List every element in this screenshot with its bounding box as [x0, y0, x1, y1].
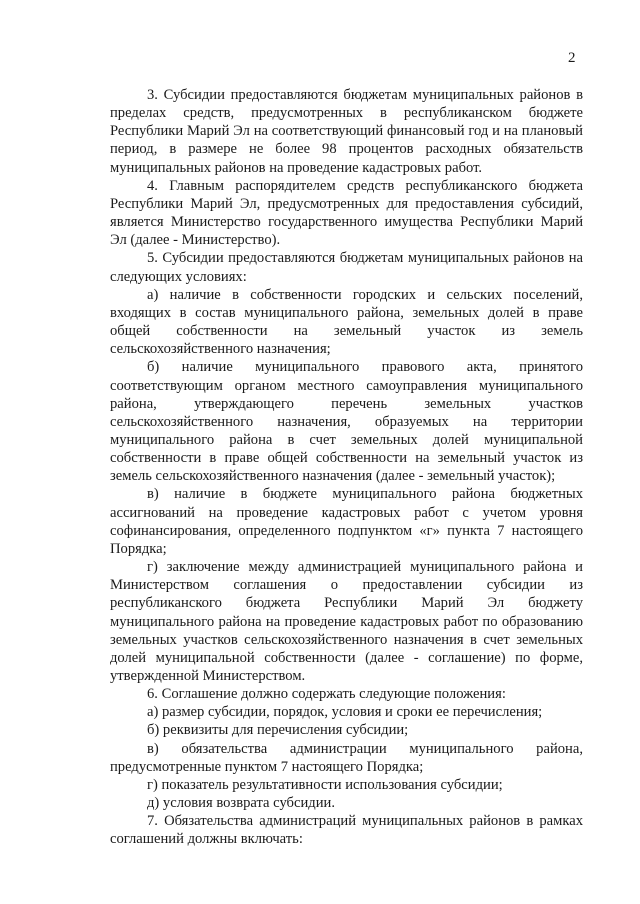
paragraph-3-subsidies-limits: 3. Субсидии предоставляются бюджетам муниципальных районов в пределах средств, предусмотренных в республиканском бюджете Республики Марий Эл на соответствующий финансовый год и на плановый период, в размере не более 98 процентов расходных обязательств муниципальных районов на проведение кадастровых работ. — [110, 87, 583, 176]
condition-a: а) наличие в собственности городских и сельских поселений, входящих в состав муниципального района, земельных долей в праве общей собственности на земельный участок из земель сельскохозяйственного назначения; — [110, 286, 583, 358]
agreement-item-d: д) условия возврата субсидии. — [147, 795, 335, 812]
paragraph-6-agreement: 6. Соглашение должно содержать следующие положения: — [147, 686, 506, 703]
paragraph-5-conditions: 5. Субсидии предоставляются бюджетам муниципальных районов на следующих условиях: — [110, 250, 583, 285]
document-body — [110, 86, 583, 849]
agreement-item-g: г) показатель результативности использования субсидии; — [147, 776, 503, 793]
agreement-item-v: в) обязательства администрации муниципального района, предусмотренные пунктом 7 настоящего Порядка; — [110, 740, 583, 775]
agreement-item-b: б) реквизиты для перечисления субсидии; — [147, 722, 409, 739]
page-number: 2 — [568, 50, 576, 66]
paragraph-4-chief-administrator: 4. Главным распорядителем средств республиканского бюджета Республики Марий Эл, предусмотренных для предоставления субсидий, является Министерство государственного имущества Республики Марий Эл (далее - Министерство). — [110, 177, 583, 249]
paragraph-7-obligations: 7. Обязательства администраций муниципальных районов в рамках соглашений должны включать: — [110, 813, 583, 848]
condition-v: в) наличие в бюджете муниципального района бюджетных ассигнований на проведение кадастровых работ с учетом уровня софинансирования, определенного подпунктом «г» пункта 7 настоящего Порядка; — [110, 486, 583, 557]
agreement-item-a: а) размер субсидии, порядок, условия и сроки ее перечисления; — [147, 704, 543, 721]
condition-b: б) наличие муниципального правового акта, принятого соответствующим органом местного самоуправления муниципального района, утверждающего перечень земельных участков сельскохозяйственного назначения, образуемых на территории муниципального района в счет земельных долей муниципальной собственности в праве общей собственности на земельный участок из земель сельскохозяйственного назначения (далее - земельный участок); — [110, 359, 583, 485]
condition-g: г) заключение между администрацией муниципального района и Министерством соглашения о предоставлении субсидии из республиканского бюджета Республики Марий Эл бюджету муниципального района на проведение кадастровых работ по образованию земельных участков сельскохозяйственного назначения в счет земельных долей муниципальной собственности (далее - соглашение) по форме, утвержденной Министерством. — [110, 559, 583, 684]
